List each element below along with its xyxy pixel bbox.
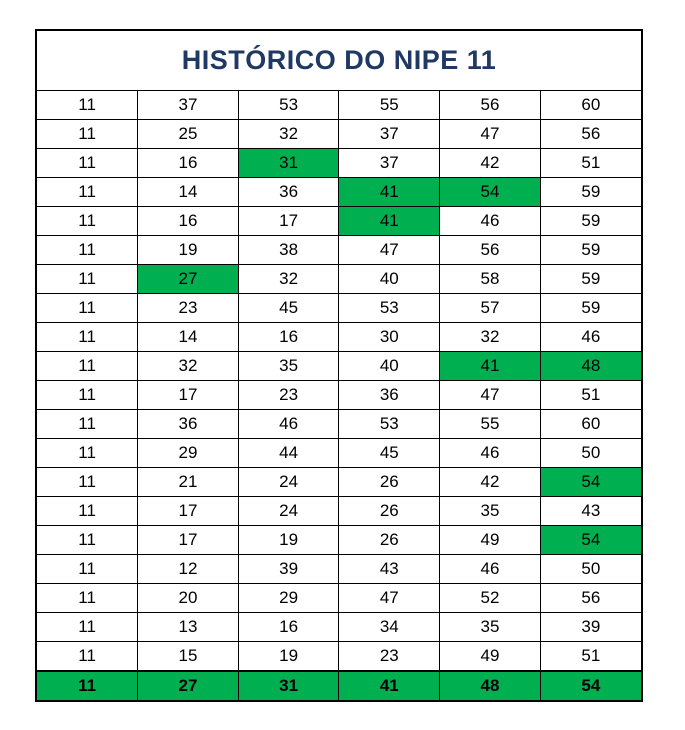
table-cell[interactable]: 14 — [138, 178, 239, 207]
table-cell[interactable]: 12 — [138, 555, 239, 584]
table-row — [37, 526, 641, 555]
table-row — [37, 120, 641, 149]
table-cell[interactable]: 41 — [339, 178, 440, 207]
table-cell[interactable]: 43 — [339, 555, 440, 584]
table-cell[interactable]: 56 — [540, 120, 641, 149]
table-cell[interactable]: 56 — [440, 236, 541, 265]
table-cell[interactable]: 16 — [238, 613, 339, 642]
table-row — [37, 555, 641, 584]
table-row — [37, 497, 641, 526]
table-cell[interactable]: 54 — [540, 526, 641, 555]
table-cell[interactable]: 32 — [138, 352, 239, 381]
table-cell[interactable]: 11 — [37, 613, 138, 642]
table-cell[interactable]: 32 — [440, 323, 541, 352]
table-row — [37, 642, 641, 672]
table-cell[interactable]: 57 — [440, 294, 541, 323]
table-cell[interactable]: 47 — [339, 236, 440, 265]
table-cell[interactable]: 29 — [238, 584, 339, 613]
table-cell[interactable]: 55 — [440, 410, 541, 439]
table-cell[interactable]: 11 — [37, 352, 138, 381]
table-cell[interactable]: 53 — [339, 410, 440, 439]
table-cell[interactable]: 46 — [440, 555, 541, 584]
table-row — [37, 178, 641, 207]
total-cell[interactable]: 54 — [540, 671, 641, 700]
table-row — [37, 294, 641, 323]
table-cell[interactable]: 11 — [37, 236, 138, 265]
table-cell[interactable]: 42 — [440, 149, 541, 178]
total-row — [37, 671, 641, 700]
table-cell[interactable]: 24 — [238, 497, 339, 526]
table-cell[interactable]: 36 — [339, 381, 440, 410]
table-cell[interactable]: 41 — [339, 207, 440, 236]
table-row — [37, 236, 641, 265]
table-cell[interactable]: 21 — [138, 468, 239, 497]
table-row — [37, 149, 641, 178]
table-row — [37, 584, 641, 613]
table-cell[interactable]: 11 — [37, 642, 138, 672]
table-cell[interactable]: 60 — [540, 410, 641, 439]
table-cell[interactable]: 26 — [339, 468, 440, 497]
table-cell[interactable]: 20 — [138, 584, 239, 613]
table-cell[interactable]: 11 — [37, 439, 138, 468]
table-cell[interactable]: 11 — [37, 468, 138, 497]
table-cell[interactable]: 17 — [138, 497, 239, 526]
table-row — [37, 352, 641, 381]
table-cell[interactable]: 59 — [540, 207, 641, 236]
table-row — [37, 613, 641, 642]
table-row — [37, 323, 641, 352]
table-cell[interactable]: 11 — [37, 149, 138, 178]
table-cell[interactable]: 17 — [238, 207, 339, 236]
table-cell[interactable]: 11 — [37, 555, 138, 584]
table-cell[interactable]: 29 — [138, 439, 239, 468]
table-cell[interactable]: 30 — [339, 323, 440, 352]
table-cell[interactable]: 44 — [238, 439, 339, 468]
table-cell[interactable]: 24 — [238, 468, 339, 497]
table-cell[interactable]: 47 — [339, 584, 440, 613]
table-cell[interactable]: 23 — [339, 642, 440, 672]
table-cell[interactable]: 42 — [440, 468, 541, 497]
table-cell[interactable]: 45 — [339, 439, 440, 468]
total-cell[interactable]: 11 — [37, 671, 138, 700]
table-cell[interactable]: 46 — [440, 439, 541, 468]
table-cell[interactable]: 14 — [138, 323, 239, 352]
table-cell[interactable]: 47 — [440, 381, 541, 410]
table-row — [37, 410, 641, 439]
table-cell[interactable]: 11 — [37, 381, 138, 410]
spreadsheet — [35, 29, 643, 702]
table-cell[interactable]: 47 — [440, 120, 541, 149]
table-cell[interactable]: 11 — [37, 584, 138, 613]
table-cell[interactable]: 40 — [339, 265, 440, 294]
table-cell[interactable]: 11 — [37, 265, 138, 294]
table-cell[interactable]: 37 — [339, 149, 440, 178]
history-table — [37, 91, 641, 700]
table-cell[interactable]: 26 — [339, 497, 440, 526]
table-cell[interactable]: 53 — [339, 294, 440, 323]
table-cell[interactable]: 17 — [138, 381, 239, 410]
table-cell[interactable]: 58 — [440, 265, 541, 294]
table-cell[interactable]: 59 — [540, 294, 641, 323]
table-cell[interactable]: 38 — [238, 236, 339, 265]
table-cell[interactable]: 16 — [238, 323, 339, 352]
table-cell[interactable]: 11 — [37, 294, 138, 323]
table-cell[interactable]: 59 — [540, 178, 641, 207]
table-cell[interactable]: 56 — [540, 584, 641, 613]
table-cell[interactable]: 51 — [540, 149, 641, 178]
table-cell[interactable]: 11 — [37, 91, 138, 120]
table-cell[interactable]: 35 — [238, 352, 339, 381]
table-cell[interactable]: 46 — [440, 207, 541, 236]
table-row — [37, 265, 641, 294]
table-cell[interactable]: 46 — [238, 410, 339, 439]
table-cell[interactable]: 32 — [238, 265, 339, 294]
table-row — [37, 91, 641, 120]
table-row — [37, 207, 641, 236]
table-cell[interactable]: 43 — [540, 497, 641, 526]
table-cell[interactable]: 31 — [238, 149, 339, 178]
table-cell[interactable]: 11 — [37, 323, 138, 352]
table-cell[interactable]: 11 — [37, 178, 138, 207]
table-cell[interactable]: 46 — [540, 323, 641, 352]
table-cell[interactable]: 26 — [339, 526, 440, 555]
table-cell[interactable]: 39 — [238, 555, 339, 584]
table-row — [37, 468, 641, 497]
table-cell[interactable]: 37 — [138, 91, 239, 120]
table-cell[interactable]: 41 — [440, 352, 541, 381]
table-cell[interactable]: 15 — [138, 642, 239, 672]
total-cell[interactable]: 48 — [440, 671, 541, 700]
table-cell[interactable]: 19 — [138, 236, 239, 265]
table-cell[interactable]: 54 — [440, 178, 541, 207]
table-cell[interactable]: 50 — [540, 439, 641, 468]
table-cell[interactable]: 52 — [440, 584, 541, 613]
table-cell[interactable]: 23 — [138, 294, 239, 323]
total-cell[interactable]: 31 — [238, 671, 339, 700]
total-cell[interactable]: 27 — [138, 671, 239, 700]
total-cell[interactable]: 41 — [339, 671, 440, 700]
table-cell[interactable]: 35 — [440, 613, 541, 642]
sheet-title: HISTÓRICO DO NIPE 11 — [37, 31, 641, 91]
table-cell[interactable]: 16 — [138, 207, 239, 236]
table-cell[interactable]: 19 — [238, 526, 339, 555]
table-row — [37, 439, 641, 468]
table-cell[interactable]: 35 — [440, 497, 541, 526]
table-cell[interactable]: 25 — [138, 120, 239, 149]
table-cell[interactable]: 51 — [540, 381, 641, 410]
table-cell[interactable]: 49 — [440, 526, 541, 555]
table-cell[interactable]: 11 — [37, 497, 138, 526]
table-cell[interactable]: 11 — [37, 526, 138, 555]
table-cell[interactable]: 34 — [339, 613, 440, 642]
table-cell[interactable]: 32 — [238, 120, 339, 149]
table-cell[interactable]: 36 — [138, 410, 239, 439]
table-cell[interactable]: 11 — [37, 120, 138, 149]
table-cell[interactable]: 53 — [238, 91, 339, 120]
table-cell[interactable]: 17 — [138, 526, 239, 555]
table-cell[interactable]: 19 — [238, 642, 339, 672]
table-cell[interactable]: 39 — [540, 613, 641, 642]
table-cell[interactable]: 54 — [540, 468, 641, 497]
table-row — [37, 381, 641, 410]
table-cell[interactable]: 37 — [339, 120, 440, 149]
table-cell[interactable]: 36 — [238, 178, 339, 207]
table-cell[interactable]: 56 — [440, 91, 541, 120]
table-cell[interactable]: 40 — [339, 352, 440, 381]
table-cell[interactable]: 50 — [540, 555, 641, 584]
table-cell[interactable]: 13 — [138, 613, 239, 642]
table-cell[interactable]: 59 — [540, 236, 641, 265]
table-cell[interactable]: 45 — [238, 294, 339, 323]
table-cell[interactable]: 60 — [540, 91, 641, 120]
table-cell[interactable]: 11 — [37, 410, 138, 439]
table-cell[interactable]: 11 — [37, 207, 138, 236]
table-cell[interactable]: 49 — [440, 642, 541, 672]
table-cell[interactable]: 16 — [138, 149, 239, 178]
table-cell[interactable]: 27 — [138, 265, 239, 294]
table-cell[interactable]: 59 — [540, 265, 641, 294]
table-cell[interactable]: 51 — [540, 642, 641, 672]
table-cell[interactable]: 48 — [540, 352, 641, 381]
table-cell[interactable]: 55 — [339, 91, 440, 120]
table-cell[interactable]: 23 — [238, 381, 339, 410]
